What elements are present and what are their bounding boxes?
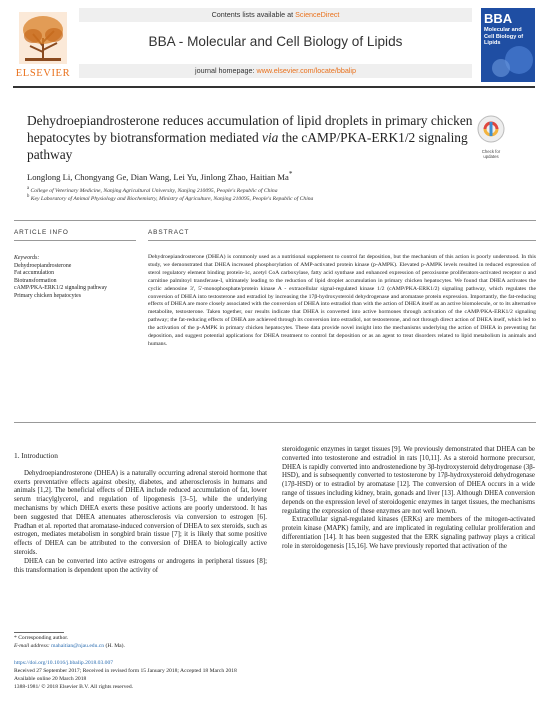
abstract-heading: ABSTRACT (148, 229, 190, 236)
keyword-item: Fat accumulation (14, 270, 55, 277)
body-paragraph: Extracellular signal-regulated kinases (ERKs) are members of the mitogen-activated protein kinase (MAPK) family, and are implicated in regulating cellular proliferation and differentiation [14]. It has been suggested that the ERK signaling pathway plays a critical role in steroidogenesis [15,16]. We have previously reported that activation of the (282, 516, 535, 550)
dates-received: Received 27 September 2017; Received in revised form 15 January 2018; Accepted 18 March 2018 (14, 668, 237, 674)
abstract-text: Dehydroepiandrosterone (DHEA) is commonly used as a nutritional supplement to control fat deposition, but the mechanism of this action is poorly understood. In this study, we demonstrated that DHEA increased phosphorylation of AMP-activated protein kinase (p-AMPK). Elevated p-AMPK levels resulted in reduced expression of sterol regulatory element binding protein-1c, acetyl CoA carboxylase, fatty acid synthase and enhanced expression of peroxisome proliferators-activated receptor α and carnitine palmitoyl transferase-I, ultimately leading to the reduction of lipid droplet accumulation in primary chicken hepatocytes. We found that DHEA activates the cyclic adenosine 3′, 5′-monophosphate/protein kinase A - extracellular signal-regulated kinase 1/2 (cAMP/PKA-ERK1/2) signaling pathway, which regulates the conversion of DHEA into testosterone and estradiol by increasing the 17β-hydroxysteroid dehydrogenase and aromatase protein expression. Importantly, the fat-reducing effects of DHEA are more closely associated with the conversion of DHEA into estradiol than with the action of DHEA itself as an active biomolecule, or to its alternative metabolite, testosterone. Taken together, our results indicate that DHEA is converted into active hormones through activation of the cAMP/PKA-ERK1/2 signaling pathway; the fat-reducing effects of DHEA are achieved through its conversion into estradiol, not testosterone, and not through direct action of DHEA itself, which led to the activation of the p-AMPK in primary chicken hepatocytes. These data provide novel insight into the mechanisms underlying the action of DHEA in preventing fat deposition, and suggest potential applications for DHEA treatment to control fat deposition or as an agent to treat disorders related to lipid metabolism in animals and humans. (148, 254, 536, 347)
affiliation-b: $^b$ Key Laboratory of Animal Physiology and Biochemistry, Ministry of Agriculture, Nanjing 210095, People's Republic of China (27, 194, 314, 202)
keyword-item: Dehydroepiandrosterone (14, 263, 72, 269)
journal-homepage-line (79, 64, 472, 78)
header-divider (13, 86, 535, 88)
contents-prefix: Contents lists available at (211, 10, 296, 19)
affiliation-a-text: College of Veterinary Medicine, Nanjing Agricultural University, Nanjing 210095, People's Republic of China (30, 187, 278, 194)
email-suffix: (H. Ma). (104, 643, 125, 649)
crossmark-label: Check for updates (481, 149, 501, 159)
body-paragraph: steroidogenic enzymes in target tissues [9]. We previously demonstrated that DHEA can be converted into testosterone and estradiol in rats [10,11]. As a steroid hormone precursor, DHEA is rapidly converted into androstenedione by 3β-hydroxysteroid dehydrogenase (3β-HSD), and is subsequently converted to testosterone by 17β-hydroxysteroid dehydrogenase (17β-HSD) or to estradiol by aromatase [12]. The conversion of DHEA occurs in a wide range of tissues including kidney, brain, gonads and liver [13]. Although DHEA conversion depends on the expression level of steroidogenic enzymes in target tissues, the mechanisms regulating the expression of these enzymes are not well known. (282, 446, 535, 515)
homepage-prefix: journal homepage: (194, 66, 257, 75)
abstract-divider (148, 240, 536, 241)
article-info-heading: ARTICLE INFO (14, 229, 69, 236)
keyword-list (14, 263, 139, 300)
body-right-column (282, 446, 535, 552)
keywords-label: Keywords: (14, 255, 40, 261)
keyword-item: cAMP/PKA-ERK1/2 signaling pathway (14, 285, 108, 292)
email-link[interactable]: mahaitian@njau.edu.cn (51, 643, 105, 649)
doi-link[interactable] (14, 660, 113, 667)
publisher-name: ELSEVIER (15, 68, 71, 79)
title-part-1: Dehydroepiandrosterone reduces accumulation of lipid droplets in primary chicken hepatocytes by biotransformation mediated (27, 113, 473, 145)
dates-online: Available online 20 March 2018 (14, 676, 87, 682)
title-part-2: the cAMP/PKA-ERK1/2 signaling pathway (27, 130, 468, 162)
journal-cover-thumbnail[interactable] (481, 8, 535, 82)
elsevier-logo (13, 8, 73, 82)
title-via: via (262, 130, 279, 145)
keyword-item: Primary chicken hepatocytes (14, 292, 81, 299)
crossmark-badge[interactable] (476, 114, 506, 159)
affiliation-a: $^a$ College of Veterinary Medicine, Nanjing Agricultural University, Nanjing 210095, People's Republic of China (27, 186, 278, 194)
cover-subtitle: Molecular and Cell Biology of Lipids (484, 27, 524, 46)
corresponding-mark: * (288, 170, 293, 178)
title-divider (14, 220, 536, 221)
copyright-line: 1388-1981/ © 2018 Elsevier B.V. All rights reserved. (14, 684, 134, 690)
body-paragraph: DHEA can be converted into active estrogens or androgens in peripheral tissues [8]; this transformation is dependent upon the activity of (14, 557, 267, 574)
journal-header (13, 8, 535, 82)
footnote-divider (14, 632, 64, 633)
affiliation-b-text: Key Laboratory of Animal Physiology and Biochemistry, Ministry of Agriculture, Nanjing 210095, People's Republic of China (30, 195, 314, 202)
corresponding-note: * Corresponding author. (14, 635, 69, 641)
homepage-link[interactable]: www.elsevier.com/locate/bbalip (256, 66, 357, 75)
keyword-item: Biotransformation (14, 277, 57, 284)
body-paragraph: Dehydroepiandrosterone (DHEA) is a naturally occurring adrenal steroid hormone that exerts preventative effects against obesity, diabetes, and atherosclerosis in humans and animals [1,2]. The beneficial effects of DHEA include reduced accumulation of fat, lower serum triacylglycerol, and regulation of lipogenesis [3–5], while the underlying mechanisms by which DHEA exerts these positive actions are poorly understood. It has been suggested that DHEA attenuates atherosclerosis via conversion to estrogen [6]. Pradhan et al. reported that aromatase-induced conversion of DHEA to sex steroids, such as estrogen, mediates metabolism in songbird brain tissue [7]; it is likely that some positive effects of DHEA can be attributed to the conversion of DHEA to biologically active steroids. (14, 469, 267, 556)
email-label: E-mail address: (14, 643, 52, 649)
article-title (27, 112, 483, 163)
body-left-column (14, 452, 267, 575)
journal-banner (79, 8, 472, 82)
author-list (27, 170, 497, 182)
abstract-bottom-divider (14, 422, 536, 423)
check-for-updates-icon (476, 114, 506, 144)
doi-text[interactable]: https://doi.org/10.1016/j.bbalip.2018.03.007 (14, 660, 114, 666)
article-info-divider (14, 240, 136, 241)
journal-title: BBA - Molecular and Cell Biology of Lipids (148, 34, 403, 49)
sciencedirect-link[interactable]: ScienceDirect (295, 10, 340, 19)
elsevier-tree-icon (13, 8, 73, 66)
section-heading-introduction: 1. Introduction (14, 451, 58, 460)
email-line (14, 643, 125, 650)
cover-title: BBA (484, 11, 513, 26)
contents-line (79, 8, 472, 22)
authors-text: Longlong Li, Chongyang Ge, Dian Wang, Lei Yu, Jinlong Zhao, Haitian Ma (27, 171, 289, 182)
